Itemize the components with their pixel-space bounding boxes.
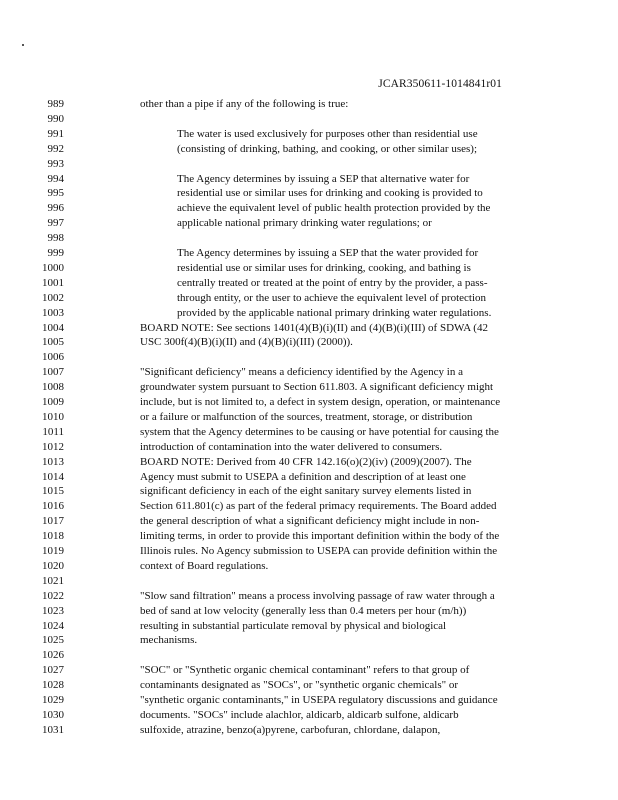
document-line xyxy=(0,366,618,379)
line-text: or a failure or malfunction of the sources, treatment, storage, or distribution xyxy=(140,410,473,423)
line-text: USC 300f(4)(B)(i)(II) and (4)(B)(i)(III) (2000)). xyxy=(140,336,353,349)
line-number: 1017 xyxy=(42,515,64,528)
document-line xyxy=(0,247,618,260)
document-line xyxy=(0,202,618,215)
line-text: residential use or similar uses for drinking, cooking, and bathing is xyxy=(177,261,471,274)
document-line xyxy=(0,173,618,186)
document-line xyxy=(0,620,618,633)
document-line xyxy=(0,664,618,677)
line-number: 990 xyxy=(47,112,64,125)
document-line xyxy=(0,277,618,290)
line-number: 999 xyxy=(47,247,64,259)
line-text: "SOC" or "Synthetic organic chemical contaminant" refers to that group of xyxy=(140,664,470,677)
line-number: 1027 xyxy=(42,664,64,677)
line-number: 1019 xyxy=(42,545,64,557)
line-number: 1016 xyxy=(42,500,64,513)
document-line xyxy=(0,605,618,618)
line-text: Section 611.801(c) as part of the federal primacy requirements. The Board added xyxy=(140,500,497,513)
line-text: "Significant deficiency" means a deficiency identified by the Agency in a xyxy=(140,366,463,379)
line-text: The Agency determines by issuing a SEP that the water provided for xyxy=(177,247,479,259)
line-number: 1006 xyxy=(42,351,64,364)
document-line xyxy=(0,307,618,320)
document-line xyxy=(0,143,618,156)
document-line xyxy=(0,679,618,692)
line-number: 1009 xyxy=(42,396,64,408)
line-number: 1004 xyxy=(42,321,64,334)
document-line xyxy=(0,381,618,394)
line-text: system that the Agency determines to be causing or have potential for causing the xyxy=(140,425,499,438)
document-line xyxy=(0,471,618,484)
document-line xyxy=(0,411,618,424)
line-number: 1030 xyxy=(42,708,64,721)
line-text: "Slow sand filtration" means a process involving passage of raw water through a xyxy=(140,589,495,602)
line-number: 1026 xyxy=(42,649,64,662)
document-line xyxy=(0,396,618,409)
line-text: bed of sand at low velocity (generally less than 0.4 meters per hour (m/h)) xyxy=(140,604,467,617)
line-number: 991 xyxy=(47,127,64,140)
line-number: 1010 xyxy=(42,410,64,423)
line-text: The water is used exclusively for purposes other than residential use xyxy=(177,127,478,140)
line-number: 1007 xyxy=(42,366,64,379)
line-number: 1029 xyxy=(42,694,64,706)
line-text: BOARD NOTE: See sections 1401(4)(B)(i)(II) and (4)(B)(i)(III) of SDWA (42 xyxy=(140,321,488,334)
line-number: 1013 xyxy=(42,455,64,468)
line-text: contaminants designated as "SOCs", or "synthetic organic chemicals" or xyxy=(140,679,459,692)
line-number: 1015 xyxy=(42,485,64,498)
line-text: resulting in substantial particulate removal by physical and biological xyxy=(140,619,447,632)
line-text: Illinois rules. No Agency submission to USEPA can provide definition within the xyxy=(140,545,498,557)
line-text: centrally treated or treated at the point of entry by the provider, a pass- xyxy=(177,276,488,289)
line-number: 1022 xyxy=(42,589,64,602)
line-number: 995 xyxy=(47,187,64,200)
line-number: 1024 xyxy=(42,619,64,632)
line-text: Agency must submit to USEPA a definition and description of at least one xyxy=(140,470,466,483)
document-line xyxy=(0,545,618,558)
line-text: mechanisms. xyxy=(140,634,198,647)
document-line xyxy=(0,441,618,454)
line-text: limiting terms, in order to provide this important definition within the body of the xyxy=(140,530,500,543)
line-text: BOARD NOTE: Derived from 40 CFR 142.16(o)(2)(iv) (2009)(2007). The xyxy=(140,455,472,468)
line-number: 998 xyxy=(47,232,64,245)
line-number: 994 xyxy=(47,172,64,185)
line-number: 997 xyxy=(47,217,64,230)
line-text: achieve the equivalent level of public health protection provided by the xyxy=(177,202,491,215)
document-line xyxy=(0,500,618,513)
line-number: 1005 xyxy=(42,336,64,349)
document-line xyxy=(0,336,618,349)
document-line xyxy=(0,217,618,230)
document-line xyxy=(0,530,618,543)
line-number: 1031 xyxy=(42,723,64,736)
line-text: The Agency determines by issuing a SEP that alternative water for xyxy=(177,172,470,185)
line-number: 1012 xyxy=(42,440,64,453)
document-line xyxy=(0,515,618,528)
document-line xyxy=(0,158,618,171)
document-line xyxy=(0,128,618,141)
line-number: 1023 xyxy=(42,604,64,617)
line-text: include, but is not limited to, a defect in system design, operation, or maintenance xyxy=(140,396,501,408)
document-line xyxy=(0,98,618,111)
line-text: sulfoxide, atrazine, benzo(a)pyrene, carbofuran, chlordane, dalapon, xyxy=(140,723,441,736)
document-line xyxy=(0,262,618,275)
line-text: documents. "SOCs" include alachlor, aldicarb, aldicarb sulfone, aldicarb xyxy=(140,708,459,721)
document-line xyxy=(0,724,618,737)
document-line xyxy=(0,694,618,707)
line-text: "synthetic organic contaminants," in USEPA regulatory discussions and guidance xyxy=(140,694,498,706)
line-number: 1018 xyxy=(42,530,64,543)
line-number: 1011 xyxy=(42,425,64,438)
line-number: 1014 xyxy=(42,470,64,483)
document-line xyxy=(0,292,618,305)
document-line xyxy=(0,232,618,245)
line-number: 993 xyxy=(47,157,64,170)
document-line xyxy=(0,649,618,662)
document-line xyxy=(0,456,618,469)
line-text: significant deficiency in each of the eight sanitary survey elements listed in xyxy=(140,485,472,498)
line-number: 1000 xyxy=(42,261,64,274)
line-number: 1020 xyxy=(42,559,64,572)
line-number: 989 xyxy=(47,98,64,110)
line-text: other than a pipe if any of the following is true: xyxy=(140,98,349,110)
document-line xyxy=(0,560,618,573)
line-number: 996 xyxy=(47,202,64,215)
document-line xyxy=(0,187,618,200)
document-line xyxy=(0,590,618,603)
line-number: 1002 xyxy=(42,291,64,304)
document-line xyxy=(0,575,618,588)
document-id-header: JCAR350611-1014841r01 xyxy=(378,78,502,90)
line-text: (consisting of drinking, bathing, and cooking, or other similar uses); xyxy=(177,142,478,155)
line-text: residential use or similar uses for drinking and cooking is provided to xyxy=(177,187,483,200)
line-text: introduction of contamination into the water delivered to consumers. xyxy=(140,440,443,453)
document-line xyxy=(0,634,618,647)
line-text: groundwater system pursuant to Section 611.803. A significant deficiency might xyxy=(140,381,494,394)
document-line xyxy=(0,709,618,722)
document-line xyxy=(0,426,618,439)
line-number: 1001 xyxy=(42,276,64,289)
line-number: 1021 xyxy=(42,574,64,587)
scan-speck xyxy=(22,44,24,46)
line-text: applicable national primary drinking water regulations; or xyxy=(177,217,432,230)
line-text: through entity, or the user to achieve the equivalent level of protection xyxy=(177,291,487,304)
line-number: 1003 xyxy=(42,306,64,319)
line-number: 1028 xyxy=(42,679,64,692)
document-line xyxy=(0,113,618,126)
line-text: provided by the applicable national primary drinking water regulations. xyxy=(177,306,492,319)
document-line xyxy=(0,322,618,335)
document-line xyxy=(0,351,618,364)
document-line xyxy=(0,485,618,498)
line-number: 1008 xyxy=(42,381,64,394)
line-number: 992 xyxy=(47,142,64,155)
line-number: 1025 xyxy=(42,634,64,647)
line-text: the general description of what a significant deficiency might include in non- xyxy=(140,515,480,528)
line-text: context of Board regulations. xyxy=(140,559,269,572)
